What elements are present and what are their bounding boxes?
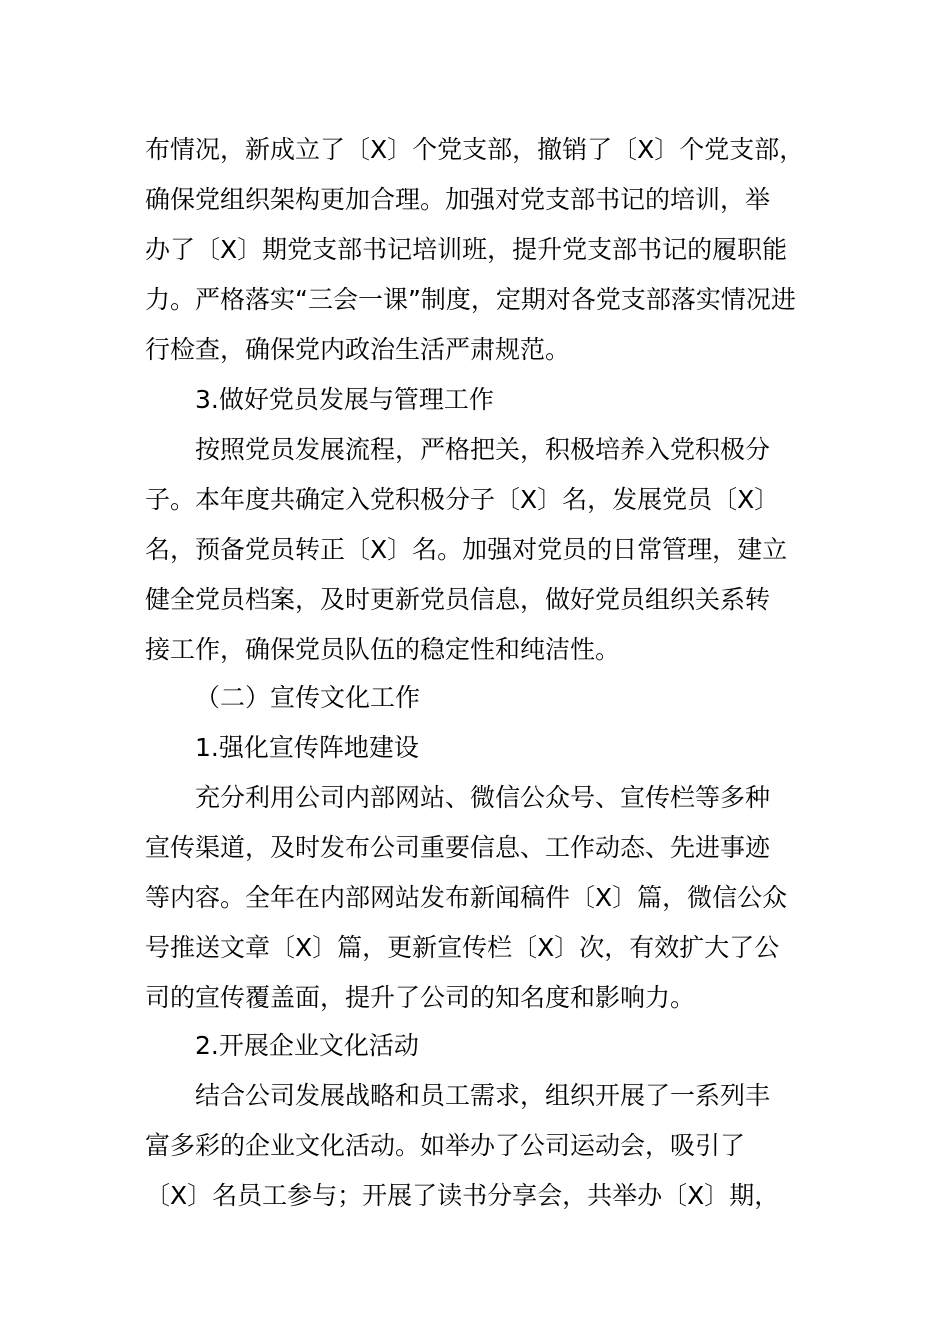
body-text-line: 宣传渠道，及时发布公司重要信息、工作动态、先进事迹 [145,833,771,862]
body-text-line: 行检查，确保党内政治生活严肃规范。 [145,335,571,364]
body-text-line: 接工作，确保党员队伍的稳定性和纯洁性。 [145,635,621,664]
body-text-line: 号推送文章〔X〕篇，更新宣传栏〔X〕次，有效扩大了公 [145,933,780,962]
body-text-line: 〔X〕名员工参与；开展了读书分享会，共举办〔X〕期， [145,1181,780,1210]
body-text-line: 布情况，新成立了〔X〕个党支部，撤销了〔X〕个党支部， [145,135,805,164]
body-text-line: 确保党组织架构更加合理。加强对党支部书记的培训，举 [145,185,771,214]
body-text-line: 办了〔X〕期党支部书记培训班，提升党支部书记的履职能 [145,235,788,264]
body-text-line: 名，预备党员转正〔X〕名。加强对党员的日常管理，建立 [145,535,788,564]
paragraph-first-line: 充分利用公司内部网站、微信公众号、宣传栏等多种 [195,783,771,812]
section-heading: 2.开展企业文化活动 [195,1031,419,1060]
body-text-line: 力。严格落实“三会一课”制度，定期对各党支部落实情况进 [145,285,796,314]
section-heading: 1.强化宣传阵地建设 [195,733,419,762]
body-text-line: 司的宣传覆盖面，提升了公司的知名度和影响力。 [145,983,696,1012]
paragraph-first-line: 按照党员发展流程，严格把关，积极培养入党积极分 [195,435,771,464]
body-text-line: 子。本年度共确定入党积极分子〔X〕名，发展党员〔X〕 [145,485,780,514]
body-text-line: 富多彩的企业文化活动。如举办了公司运动会，吸引了 [145,1131,746,1160]
body-text-line: 健全党员档案，及时更新党员信息，做好党员组织关系转 [145,585,771,614]
chapter-heading: （二）宣传文化工作 [195,683,421,712]
body-text-line: 等内容。全年在内部网站发布新闻稿件〔X〕篇，微信公众 [145,883,788,912]
paragraph-first-line: 结合公司发展战略和员工需求，组织开展了一系列丰 [195,1081,771,1110]
section-heading: 3.做好党员发展与管理工作 [195,385,494,414]
